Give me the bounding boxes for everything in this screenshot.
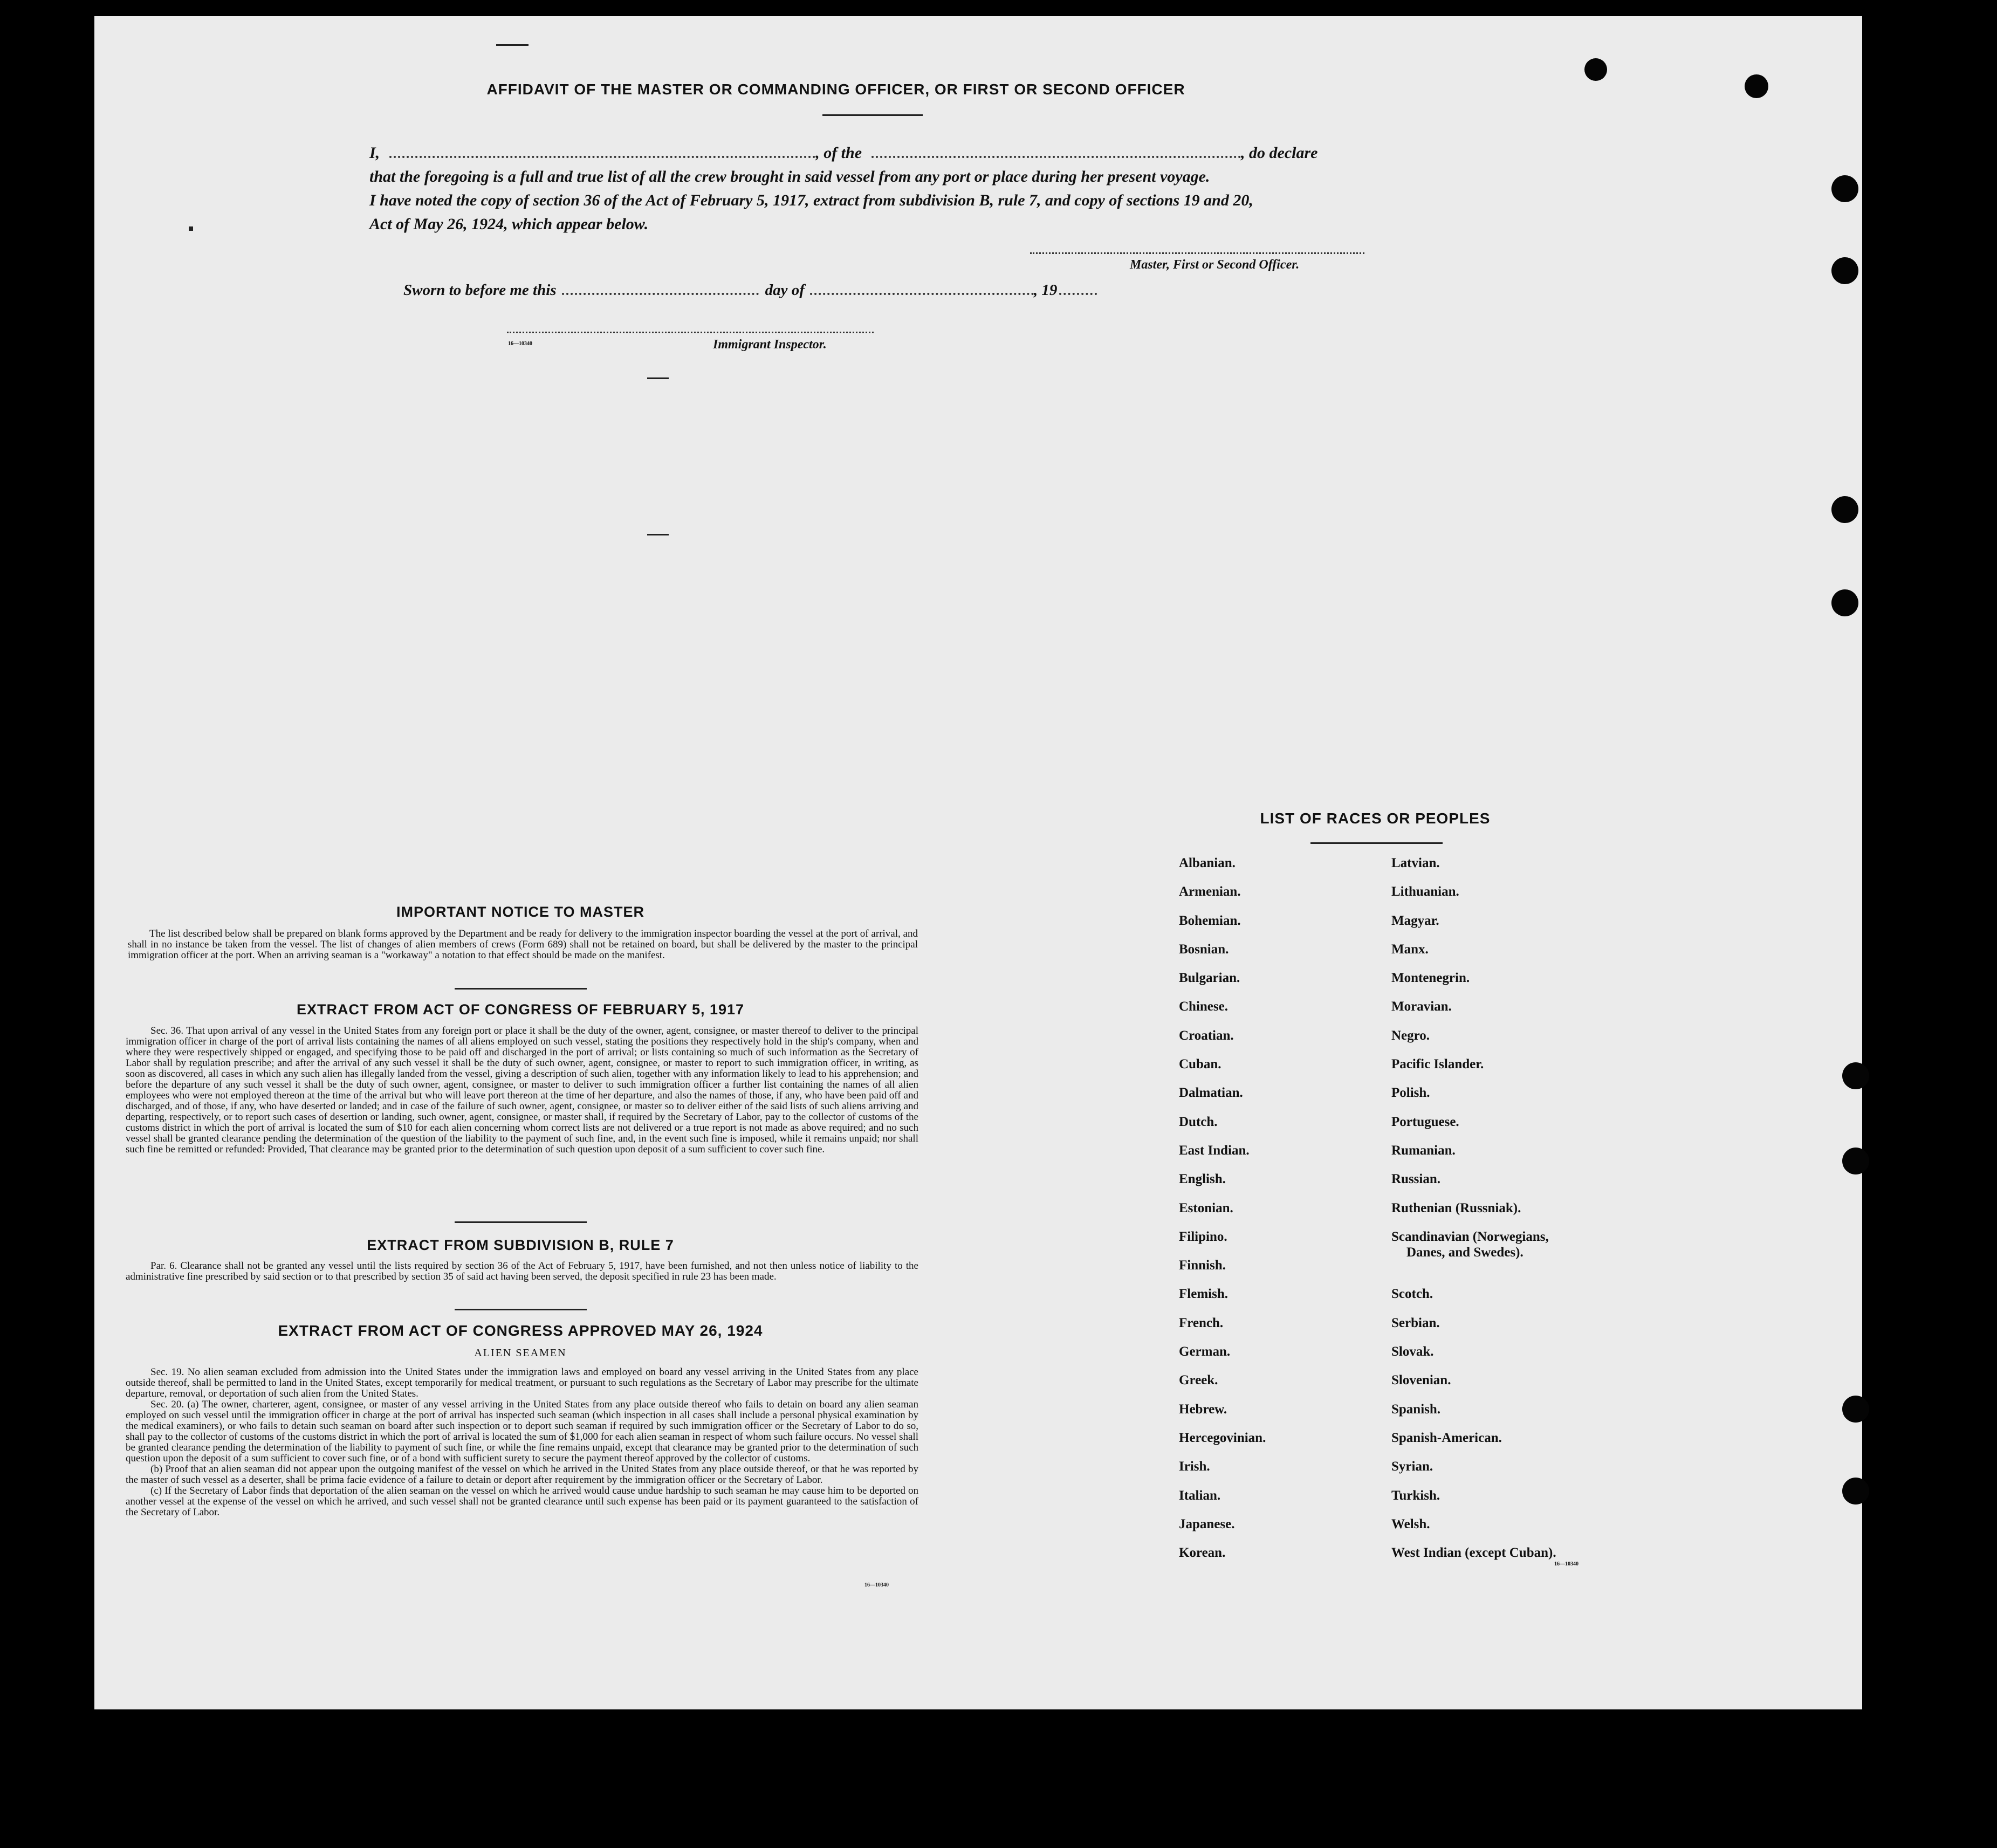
race-item: Bulgarian. <box>1179 971 1240 986</box>
section-divider <box>455 1309 587 1310</box>
race-item: Polish. <box>1391 1086 1430 1101</box>
extract-1924-heading: EXTRACT FROM ACT OF CONGRESS APPROVED MAY 26, 1924 <box>278 1322 763 1339</box>
sworn-day-blank[interactable] <box>562 293 759 295</box>
extract-1917-heading: EXTRACT FROM ACT OF CONGRESS OF FEBRUARY 5, 1917 <box>296 1001 745 1018</box>
races-column-2 <box>1391 856 1556 1574</box>
race-item: Serbian. <box>1391 1315 1440 1330</box>
binder-hole <box>1584 58 1607 81</box>
extract-rule7-text: Par. 6. Clearance shall not be granted any vessel until the lists required by section 36 of the Act of February 5, 1917, have been furnished, and not then unless notice of liability to the administrative fine prescribed by said section or to that prescribed by section 35 of said act having been served, the deposit specified in rule 23 has been made. <box>126 1260 918 1282</box>
race-item: Slovak. <box>1391 1344 1434 1359</box>
race-item: Ruthenian (Russniak). <box>1391 1200 1521 1215</box>
binder-hole <box>1831 496 1858 523</box>
race-item: Moravian. <box>1391 999 1452 1014</box>
race-item: Scandinavian (Norwegians, <box>1391 1229 1549 1244</box>
sworn-label: Sworn to before me this <box>403 281 557 299</box>
race-item: Chinese. <box>1179 999 1228 1014</box>
sec-19-text: Sec. 19. No alien seaman excluded from admission into the United States under the immigration laws and employed on board any vessel arriving in the United States from any place outside thereof, shall be permitted to land in the United States, except temporarily for medical treatment, or pursuant to such regulations as the Secretary of Labor may prescribe for the ultimate departure, removal, or deportation of such alien from the United States. <box>126 1366 918 1399</box>
vessel-blank[interactable] <box>871 156 1241 158</box>
inspector-label: Immigrant Inspector. <box>713 338 827 352</box>
race-item: Armenian. <box>1179 884 1241 899</box>
race-item: Estonian. <box>1179 1200 1233 1215</box>
binder-hole <box>1831 175 1858 202</box>
signature-blank[interactable] <box>1030 252 1364 254</box>
race-item: East Indian. <box>1179 1143 1250 1158</box>
race-item: Dutch. <box>1179 1114 1218 1129</box>
binder-hole <box>1831 589 1858 616</box>
ink-speck <box>647 534 669 535</box>
sec-20b-text: (b) Proof that an alien seaman did not appear upon the outgoing manifest of the vessel on which he arrived in the United States from any place outside thereof, or that he was reported by the master of such vessel as a deserter, shall be prima facie evidence of a failure to detain or deport after requirement by the immigration officer or the Secretary of Labor. <box>126 1464 918 1486</box>
race-item: Pacific Islander. <box>1391 1057 1484 1072</box>
race-item: Japanese. <box>1179 1516 1235 1531</box>
race-item: West Indian (except Cuban). <box>1391 1545 1556 1561</box>
race-item: German. <box>1179 1344 1231 1359</box>
race-item: Danes, and Swedes). <box>1406 1245 1524 1260</box>
race-item: Lithuanian. <box>1391 884 1459 899</box>
race-item: Croatian. <box>1179 1028 1234 1043</box>
race-item: Dalmatian. <box>1179 1086 1243 1101</box>
race-item: Bosnian. <box>1179 942 1229 957</box>
race-item: Spanish. <box>1391 1402 1441 1417</box>
race-item: Latvian. <box>1391 856 1440 870</box>
races-heading: LIST OF RACES OR PEOPLES <box>1260 810 1491 827</box>
affidavit-of-the-label: , of the <box>815 144 862 162</box>
sworn-month-blank[interactable] <box>810 293 1034 295</box>
binder-hole <box>1842 1478 1869 1504</box>
name-blank[interactable] <box>389 156 815 158</box>
race-item: French. <box>1179 1315 1224 1330</box>
race-item: Portuguese. <box>1391 1114 1459 1129</box>
section-divider <box>455 988 587 990</box>
binder-hole <box>1842 1148 1869 1174</box>
race-item: Turkish. <box>1391 1488 1440 1503</box>
notice-text: The list described below shall be prepared on blank forms approved by the Department and be ready for delivery to the immigration inspector boarding the vessel at the port of arrival, and shall in no instance be taken from the vessel. The list of changes of alien members of crews (Form 689) shall not be retained on board, but shall be delivered by the master to the principal immigration officer at the port. When an arriving seaman is a "workaway" a notation to that effect should be made on the manifest. <box>128 928 918 961</box>
sec-20c-text: (c) If the Secretary of Labor finds that deportation of the alien seaman on the vessel on which he arrived would cause undue hardship to such seaman he may cause him to be deported on another vessel at the expense of the vessel on which he arrived, and such vessel shall not be granted clearance until such expense has been paid or its payment guaranteed to the satisfaction of the Secretary of Labor. <box>126 1485 918 1518</box>
signature-label: Master, First or Second Officer. <box>1130 258 1300 272</box>
race-item: Spanish-American. <box>1391 1430 1502 1445</box>
race-item: Irish. <box>1179 1459 1210 1474</box>
races-column-1 <box>1179 856 1266 1574</box>
race-item: Cuban. <box>1179 1057 1221 1072</box>
race-item: Hebrew. <box>1179 1402 1227 1417</box>
binder-hole <box>1842 1396 1869 1423</box>
binder-hole <box>1831 257 1858 284</box>
race-item: Korean. <box>1179 1545 1226 1561</box>
race-item: Syrian. <box>1391 1459 1433 1474</box>
race-item: Russian. <box>1391 1172 1441 1187</box>
race-item: Negro. <box>1391 1028 1430 1043</box>
year-label: , 19 <box>1033 281 1058 299</box>
binder-hole <box>1842 1062 1869 1089</box>
section-divider <box>455 1221 587 1223</box>
race-item: Scotch. <box>1391 1287 1433 1302</box>
race-item: Italian. <box>1179 1488 1221 1503</box>
race-item: Magyar. <box>1391 913 1439 928</box>
race-item: Finnish. <box>1179 1258 1226 1273</box>
affidavit-line-2: that the foregoing is a full and true list of all the crew brought in said vessel from any port or place during her present voyage. <box>369 168 1210 186</box>
affidavit-line-4: Act of May 26, 1924, which appear below. <box>369 215 649 233</box>
race-item: Hercegovinian. <box>1179 1430 1266 1445</box>
sworn-year-blank[interactable] <box>1059 293 1097 295</box>
heading-rule <box>822 114 923 116</box>
race-item: Welsh. <box>1391 1516 1430 1531</box>
form-number: 16—10340 <box>1554 1561 1579 1567</box>
sec-20a-text: Sec. 20. (a) The owner, charterer, agent, consignee, or master of any vessel arriving in the United States from any place outside thereof who fails to detain on board any alien seaman employed on such vessel until the immigration officer in charge at the port of arrival has inspected such seaman (which inspection in all cases shall include a personal physical examination by the medical examiners), or who fails to detain such seaman on board after such inspection or to deport such seaman if required by such immigration officer or the Secretary of Labor to do so, shall pay to the collector of customs of the customs district in which the port of arrival is located the sum of $1,000 for each alien seaman in respect of whom such failure occurs. No vessel shall be granted clearance pending the determination of the liability to payment of such fine, or while the fine remains unpaid, except that clearance may be granted prior to the determination of such question upon the deposit of a sum sufficient to cover such fine, or of a bond with sufficient surety to secure the payment thereof approved by the collector of customs. <box>126 1399 918 1464</box>
binder-hole <box>1745 74 1768 98</box>
race-item: Rumanian. <box>1391 1143 1456 1158</box>
heading-rule <box>1310 842 1443 844</box>
affidavit-line-3: I have noted the copy of section 36 of the Act of February 5, 1917, extract from subdivision B, rule 7, and copy of sections 19 and 20, <box>369 191 1253 209</box>
race-item: Filipino. <box>1179 1229 1227 1244</box>
ink-speck <box>496 44 529 46</box>
notice-heading: IMPORTANT NOTICE TO MASTER <box>396 904 644 920</box>
race-item: Bohemian. <box>1179 913 1241 928</box>
day-of-label: day of <box>765 281 805 299</box>
ink-speck <box>189 226 193 231</box>
affidavit-heading: AFFIDAVIT OF THE MASTER OR COMMANDING OFFICER, OR FIRST OR SECOND OFFICER <box>486 81 1185 98</box>
affidavit-declare-label: , do declare <box>1241 144 1318 162</box>
affidavit-i-label: I, <box>369 144 380 162</box>
inspector-signature-blank[interactable] <box>507 332 874 333</box>
ink-speck <box>647 377 669 379</box>
extract-1917-text: Sec. 36. That upon arrival of any vessel in the United States from any foreign port or place it shall be the duty of the owner, agent, consignee, or master thereof to deliver to the principal immigration officer in charge of the port of arrival lists containing the names of all aliens employed on such vessel, stating the positions they respectively hold in the ship's company, when and where they were respectively shipped or engaged, and specifying those to be paid off and discharged in the port of arrival; or lists containing so much of such information as the Secretary of Labor shall by regulation prescribe; and after the arrival of any such vessel it shall be the duty of such owner, agent, consignee, or master to report to such immigration officer, in writing, as soon as discovered, all cases in which any such alien has illegally landed from the vessel, giving a description of such alien, together with any information likely to lead to his apprehension; and before the departure of any such vessel it shall be the duty of such owner, agent, consignee, or master to deliver to such immigration officer a further list containing the names of all alien employees who were not employed thereon at the time of the arrival but who will leave port thereon at the time of her departure, and also the names of those, if any, who have been paid off and discharged, and of those, if any, who have deserted or landed; and in case of the failure of such owner, agent, consignee, or master so to deliver either of the said lists of such aliens arriving and departing, respectively, or to report such cases of desertion or landing, such owner, agent, consignee, or master shall, if required by the Secretary of Labor, pay to the collector of customs of the customs district in which the port of arrival is located the sum of $10 for each alien concerning whom correct lists are not delivered or a true report is not made as above required; and no such vessel shall be granted clearance pending the determination of the question of the liability to the payment of such fine, and, in the event such fine is imposed, while it remains unpaid; nor shall such fine be remitted or refunded: Provided, That clearance may be granted prior to the determination of such question upon deposit of a sum sufficient to cover such fine. <box>126 1025 918 1155</box>
sworn-line <box>403 281 1097 299</box>
race-item: Slovenian. <box>1391 1373 1451 1388</box>
extract-1924-body <box>126 1367 918 1518</box>
form-number: 16—10340 <box>864 1582 889 1588</box>
race-item: Manx. <box>1391 942 1429 957</box>
race-item: Greek. <box>1179 1373 1218 1388</box>
form-number: 16—10340 <box>508 341 532 347</box>
race-item: Albanian. <box>1179 856 1236 870</box>
race-item: Montenegrin. <box>1391 971 1470 986</box>
extract-rule7-heading: EXTRACT FROM SUBDIVISION B, RULE 7 <box>367 1237 674 1253</box>
alien-seamen-subheading: ALIEN SEAMEN <box>474 1347 567 1359</box>
race-item: Flemish. <box>1179 1287 1228 1302</box>
race-item: English. <box>1179 1172 1226 1187</box>
affidavit-body <box>369 141 1383 236</box>
